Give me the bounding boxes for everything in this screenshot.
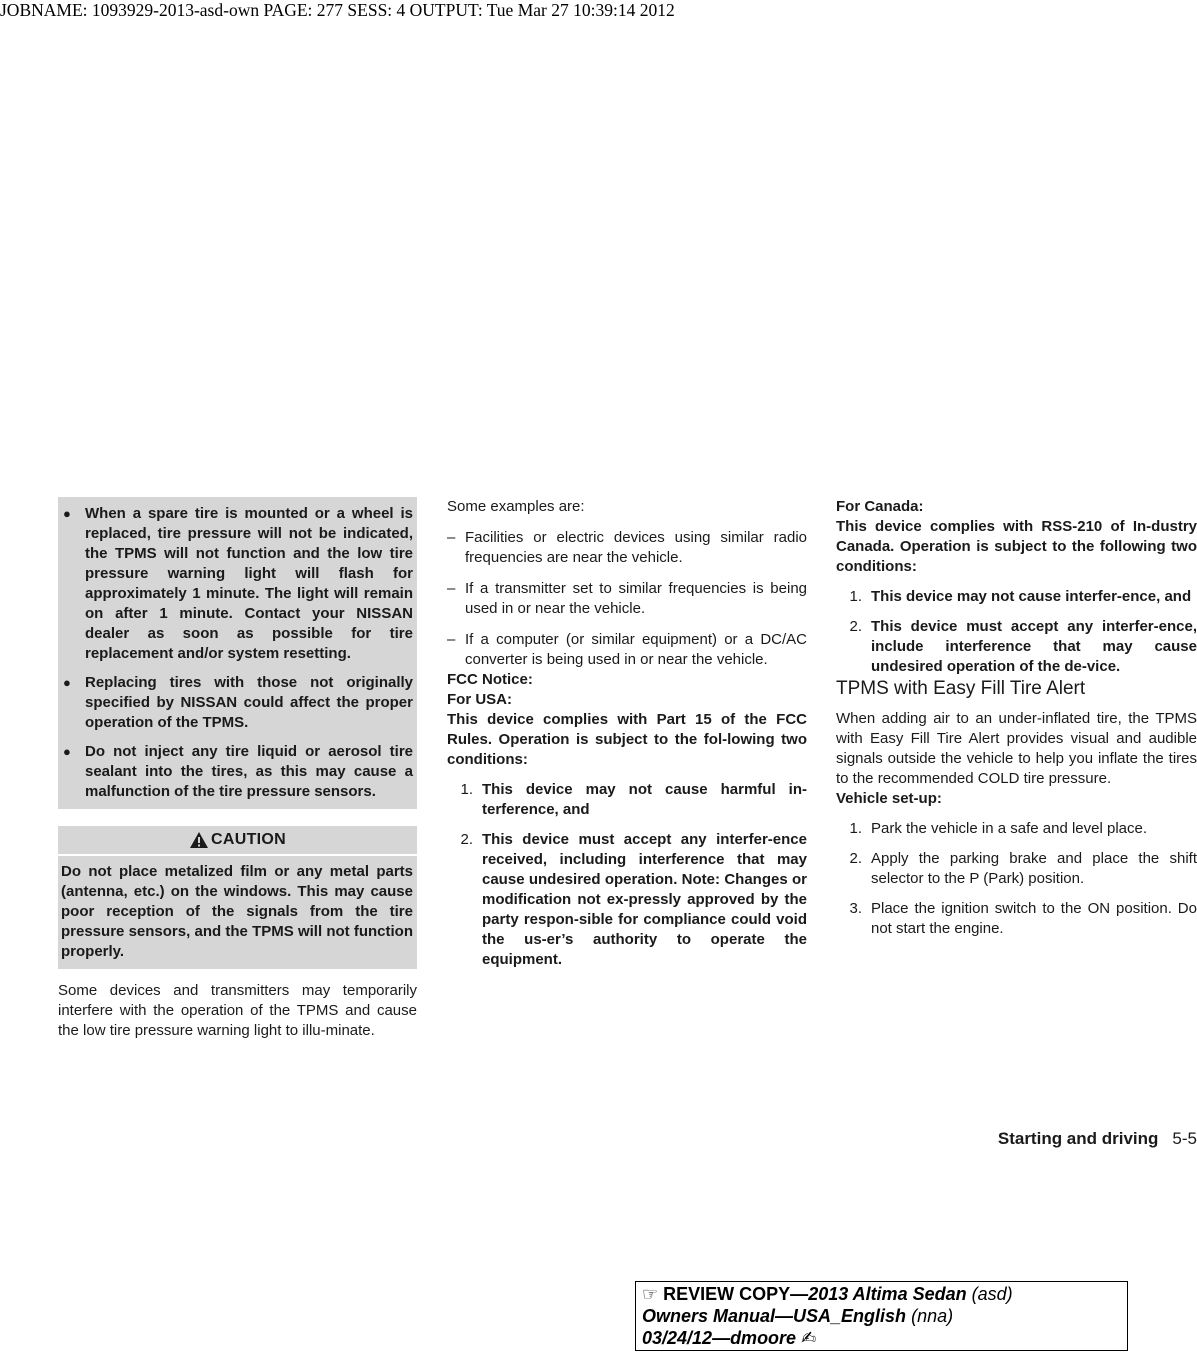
step-text: Place the ignition switch to the ON position. Do not start the engine. <box>871 900 1197 937</box>
step-text: Park the vehicle in a safe and level place. <box>871 820 1147 837</box>
usa-condition-item <box>447 780 807 820</box>
example-item <box>447 630 807 670</box>
bullet-dot-icon: ● <box>63 744 71 759</box>
canada-condition-item <box>836 587 1197 607</box>
bullet-dot-icon: ● <box>63 675 71 690</box>
example-item <box>447 528 807 568</box>
warning-bullet-text: Replacing tires with those not originally specified by NISSAN could affect the proper operation of the TPMS. <box>85 674 413 731</box>
dash-marker: – <box>447 631 456 648</box>
caution-box <box>58 826 417 969</box>
column-left <box>58 497 417 1041</box>
setup-step-item <box>836 849 1197 889</box>
section-intro-text: When adding air to an under-inflated tire, the TPMS with Easy Fill Tire Alert provides visual and audible signals outside the vehicle to help you inflate the tires to the recommended COLD tire pressure. <box>836 710 1197 787</box>
bullet-dot-icon: ● <box>63 506 71 521</box>
section-title: TPMS with Easy Fill Tire Alert <box>836 678 1086 699</box>
review-manual: Owners Manual—USA_English <box>642 1306 907 1326</box>
condition-text: This device must accept any interfer-ence, include interference that may cause undesired operation of the de-vice. <box>871 618 1197 675</box>
step-number: 1. <box>849 820 862 837</box>
warning-bullet-text: Do not inject any tire liquid or aerosol tire sealant into the tires, as this may cause a malfunction of the tire pressure sensors. <box>85 743 413 800</box>
canada-condition-item <box>836 617 1197 677</box>
example-text: If a transmitter set to similar frequencies is being used in or near the vehicle. <box>465 580 807 617</box>
dash-marker: – <box>447 580 456 597</box>
review-model-code: (asd) <box>971 1284 1013 1304</box>
review-line-1 <box>642 1283 1121 1305</box>
usa-compliance-text: This device complies with Part 15 of the FCC Rules. Operation is subject to the fol-lowing two conditions: <box>447 711 807 768</box>
warning-bullet-text: When a spare tire is mounted or a wheel is replaced, tire pressure will not be indicated, the TPMS will not function and the low tire pressure warning light will flash for approximately 1 minute. The light will remain on after 1 minute. Contact your NISSAN dealer as soon as possible for tire replacement and/or system resetting. <box>85 505 413 662</box>
job-header-line: JOBNAME: 1093929-2013-asd-own PAGE: 277 SESS: 4 OUTPUT: Tue Mar 27 10:39:14 2012 <box>0 0 675 20</box>
interference-paragraph: Some devices and transmitters may temporarily interfere with the operation of the TPMS and cause the low tire pressure warning light to illu-minate. <box>58 982 417 1039</box>
warning-triangle-icon <box>189 831 209 849</box>
fcc-notice-heading: FCC Notice: <box>447 671 533 688</box>
review-manual-code: (nna) <box>911 1306 954 1326</box>
warning-bullet <box>61 504 413 664</box>
condition-text: This device may not cause harmful in-terference, and <box>482 781 807 818</box>
review-line-3 <box>642 1327 1121 1349</box>
for-canada-heading: For Canada: <box>836 498 924 515</box>
column-right <box>836 497 1197 939</box>
step-text: Apply the parking brake and place the shift selector to the P (Park) position. <box>871 850 1197 887</box>
warning-bullet <box>61 673 413 733</box>
condition-text: This device may not cause interfer-ence, and <box>871 588 1192 605</box>
review-label: REVIEW COPY— <box>663 1284 809 1304</box>
condition-number: 1. <box>460 781 473 798</box>
review-copy-box <box>635 1281 1128 1351</box>
page-footer <box>969 1129 1197 1149</box>
caution-text: Do not place metalized film or any metal parts (antenna, etc.) on the windows. This may cause poor reception of the signals from the tire pressure sensors, and the TPMS will not function properly. <box>58 856 417 969</box>
review-date-author: 03/24/12—dmoore <box>642 1328 797 1348</box>
condition-number: 1. <box>849 588 862 605</box>
step-number: 3. <box>849 900 862 917</box>
pointing-hand-icon: ☞ <box>642 1284 659 1304</box>
review-model: 2013 Altima Sedan <box>808 1284 967 1304</box>
warning-bullet <box>61 742 413 802</box>
examples-intro: Some examples are: <box>447 498 585 515</box>
canada-compliance-text: This device complies with RSS-210 of In-dustry Canada. Operation is subject to the following two conditions: <box>836 518 1197 575</box>
usa-condition-item <box>447 830 807 970</box>
example-text: If a computer (or similar equipment) or a DC/AC converter is being used in or near the vehicle. <box>465 631 807 668</box>
dash-marker: – <box>447 529 456 546</box>
example-text: Facilities or electric devices using similar radio frequencies are near the vehicle. <box>465 529 807 566</box>
warning-bullet-box <box>58 497 417 809</box>
writing-hand-icon: ✍ <box>801 1328 817 1348</box>
footer-section-name: Starting and driving <box>997 1129 1159 1148</box>
condition-text: This device must accept any interfer-ence received, including interference that may cause undesired operation. Note: Changes or modification not ex-pressly approved by the party respon-sible for compliance could void the us-er’s authority to operate the equipment. <box>482 831 807 968</box>
for-usa-heading: For USA: <box>447 691 512 708</box>
review-line-2 <box>642 1305 1121 1327</box>
setup-step-item <box>836 819 1197 839</box>
setup-step-item <box>836 899 1197 939</box>
condition-number: 2. <box>460 831 473 848</box>
caution-title: CAUTION <box>211 831 286 848</box>
step-number: 2. <box>849 850 862 867</box>
page-number: 5-5 <box>1172 1129 1197 1148</box>
column-middle <box>447 497 807 970</box>
condition-number: 2. <box>849 618 862 635</box>
caution-header <box>58 826 417 854</box>
example-item <box>447 579 807 619</box>
vehicle-setup-heading: Vehicle set-up: <box>836 790 942 807</box>
